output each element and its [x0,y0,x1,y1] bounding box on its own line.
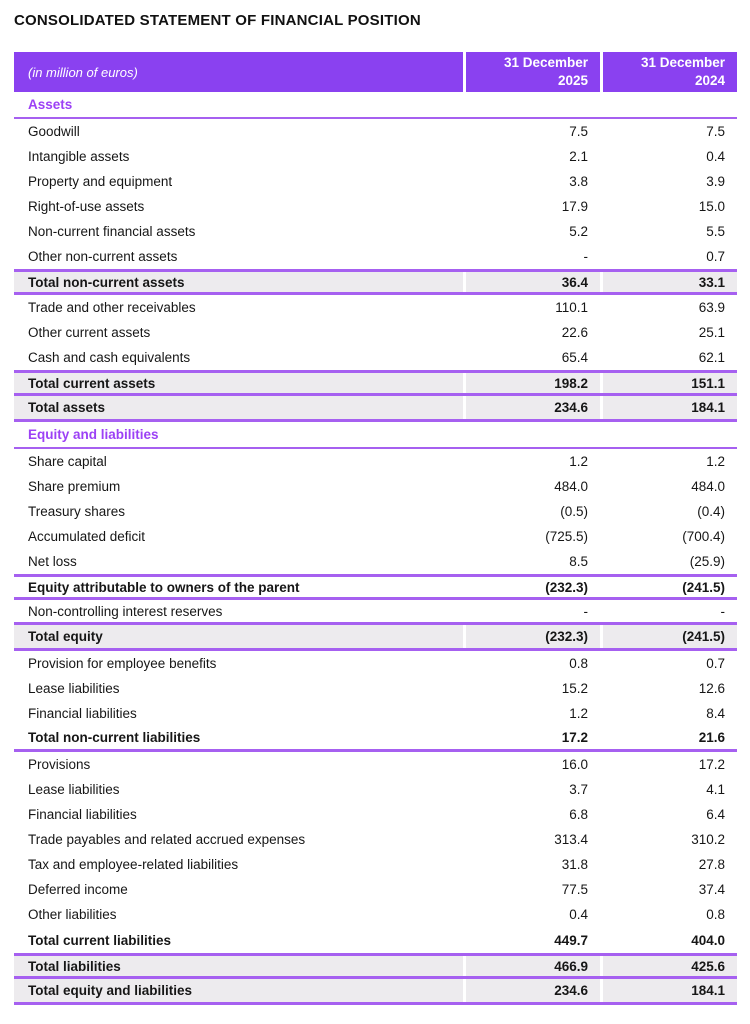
row-value-2025: 15.2 [561,681,588,696]
row-label: Property and equipment [28,174,173,189]
row-value-2025: 17.9 [561,199,588,214]
row-value-2024: 184.1 [603,979,737,1002]
row-value-2024: 21.6 [698,730,725,745]
row-label: Goodwill [28,124,80,139]
row-value-2024: 33.1 [603,272,737,292]
row-label: Deferred income [28,882,128,897]
table-row [14,827,737,852]
table-row [14,370,737,396]
table-row [14,676,737,701]
row-value-2025: 1.2 [569,454,588,469]
table-row [14,345,737,370]
row-value-2024: - [720,603,725,619]
row-value-2024: (241.5) [682,579,725,595]
row-label: Financial liabilities [28,807,137,822]
table-row [14,902,737,927]
table-row [14,499,737,524]
table-row [14,269,737,295]
row-label: Share capital [28,454,107,469]
row-value-2024: 404.0 [691,932,725,948]
row-value-2024: 25.1 [698,325,725,340]
row-value-2024: 151.1 [603,373,737,393]
table-row [14,726,737,752]
row-value-2025: 7.5 [569,124,588,139]
row-value-2025: (725.5) [545,529,588,544]
row-label: Tax and employee-related liabilities [28,857,239,872]
row-label: Share premium [28,479,121,494]
financial-position-table [14,52,737,1005]
row-label: Right-of-use assets [28,199,145,214]
row-label: Treasury shares [28,504,126,519]
row-value-2025: 1.2 [569,706,588,721]
row-value-2025: 0.8 [569,656,588,671]
unit-label: (in million of euros) [28,64,138,80]
row-label: Financial liabilities [28,706,137,721]
row-value-2024: (25.9) [689,554,725,569]
row-label: Total equity and liabilities [14,979,463,1002]
row-value-2025: 8.5 [569,554,588,569]
table-row [14,979,737,1005]
row-label: Total current liabilities [28,932,172,948]
row-value-2025: 17.2 [561,730,588,745]
row-value-2025: 3.8 [569,174,588,189]
row-value-2025: 0.4 [569,907,588,922]
table-row [14,802,737,827]
row-value-2024: 0.7 [706,249,725,264]
row-value-2024: 0.8 [706,907,725,922]
table-row [14,449,737,474]
row-value-2024: 425.6 [603,956,737,976]
table-row [14,549,737,574]
row-value-2025: 6.8 [569,807,588,822]
row-value-2025: 22.6 [561,325,588,340]
row-value-2025: 5.2 [569,224,588,239]
row-value-2024: 27.8 [698,857,725,872]
row-value-2025: 31.8 [561,857,588,872]
row-value-2025: 77.5 [561,882,588,897]
row-label: Other non-current assets [28,249,178,264]
row-label: Lease liabilities [28,782,120,797]
row-label: Total liabilities [14,956,463,976]
table-row [14,244,737,269]
row-label: Total current assets [14,373,463,393]
row-label: Non-controlling interest reserves [28,603,223,619]
row-value-2025: 484.0 [554,479,588,494]
table-row [14,144,737,169]
row-label: Intangible assets [28,149,130,164]
row-value-2024 [603,422,737,447]
table-row [14,396,737,422]
row-value-2024: 6.4 [706,807,725,822]
row-label: Equity and liabilities [28,427,159,442]
row-label: Total non-current assets [14,272,463,292]
row-value-2025: 110.1 [555,300,588,315]
table-row [14,625,737,651]
table-row [14,877,737,902]
row-value-2024: 12.6 [698,681,725,696]
row-value-2024: 62.1 [698,350,725,365]
table-row [14,219,737,244]
row-value-2024: 8.4 [706,706,725,721]
table-row [14,600,737,625]
row-value-2025: 3.7 [569,782,588,797]
row-value-2024: 7.5 [706,124,725,139]
column-header-2025-line1: 31 December [503,55,588,71]
row-value-2024: 17.2 [698,757,725,772]
table-row [14,574,737,600]
row-value-2024: 37.4 [698,882,725,897]
row-value-2024: (0.4) [697,504,725,519]
column-header-2024-line1: 31 December [640,55,725,71]
row-value-2025: 198.2 [466,373,600,393]
row-value-2024: 0.7 [706,656,725,671]
table-row [14,422,737,449]
row-value-2024: 5.5 [706,224,725,239]
row-value-2024: 1.2 [706,454,725,469]
row-label: Total equity [14,625,463,648]
row-label: Provisions [28,757,91,772]
row-label: Lease liabilities [28,681,120,696]
row-value-2025 [466,92,600,117]
row-value-2025: (232.3) [466,625,600,648]
row-label: Other liabilities [28,907,117,922]
row-label: Cash and cash equivalents [28,350,191,365]
column-header-2025-line2: 2025 [557,73,588,88]
table-row [14,953,737,979]
row-value-2025 [466,422,600,447]
row-value-2024: 3.9 [706,174,725,189]
row-value-2024: 484.0 [691,479,725,494]
row-value-2024: 310.2 [691,832,725,847]
row-value-2025: 449.7 [554,932,588,948]
row-value-2024: 15.0 [698,199,725,214]
row-value-2025: - [583,249,588,264]
table-row [14,474,737,499]
row-label: Trade and other receivables [28,300,196,315]
row-value-2025: 234.6 [466,979,600,1002]
table-row [14,524,737,549]
row-label: Accumulated deficit [28,529,146,544]
row-value-2025: 466.9 [466,956,600,976]
table-row [14,752,737,777]
row-label: Trade payables and related accrued expenses [28,832,306,847]
table-row [14,92,737,119]
row-label: Total non-current liabilities [28,730,201,745]
row-value-2025: 65.4 [561,350,588,365]
column-header-2024 [603,52,737,92]
table-row [14,194,737,219]
row-value-2025: (0.5) [560,504,588,519]
row-value-2025: 234.6 [466,396,600,419]
row-value-2024 [603,92,737,117]
row-label: Provision for employee benefits [28,656,217,671]
row-value-2025: - [583,603,588,619]
table-row [14,701,737,726]
table-row [14,119,737,144]
row-value-2025: 2.1 [569,149,588,164]
row-value-2025: (232.3) [545,579,588,595]
row-label: Net loss [28,554,77,569]
row-value-2024: 184.1 [603,396,737,419]
row-value-2025: 313.4 [554,832,588,847]
table-row [14,927,737,953]
row-label: Equity attributable to owners of the parent [28,579,300,595]
table-body [14,92,737,1005]
row-label: Non-current financial assets [28,224,196,239]
table-row [14,651,737,676]
row-value-2024: 4.1 [706,782,725,797]
table-row [14,169,737,194]
table-row [14,295,737,320]
row-label: Other current assets [28,325,151,340]
row-label: Assets [28,97,73,112]
row-value-2024: 63.9 [698,300,725,315]
table-row [14,852,737,877]
column-header-2025 [466,52,600,92]
column-header-2024-line2: 2024 [694,73,725,88]
table-row [14,777,737,802]
table-header-row [14,52,737,92]
table-row [14,320,737,345]
page-title: CONSOLIDATED STATEMENT OF FINANCIAL POSITION [14,12,421,29]
unit-label-cell [14,52,463,92]
row-label: Total assets [14,396,463,419]
row-value-2024: (700.4) [682,529,725,544]
row-value-2025: 16.0 [561,757,588,772]
row-value-2024: 0.4 [706,149,725,164]
row-value-2024: (241.5) [603,625,737,648]
row-value-2025: 36.4 [466,272,600,292]
